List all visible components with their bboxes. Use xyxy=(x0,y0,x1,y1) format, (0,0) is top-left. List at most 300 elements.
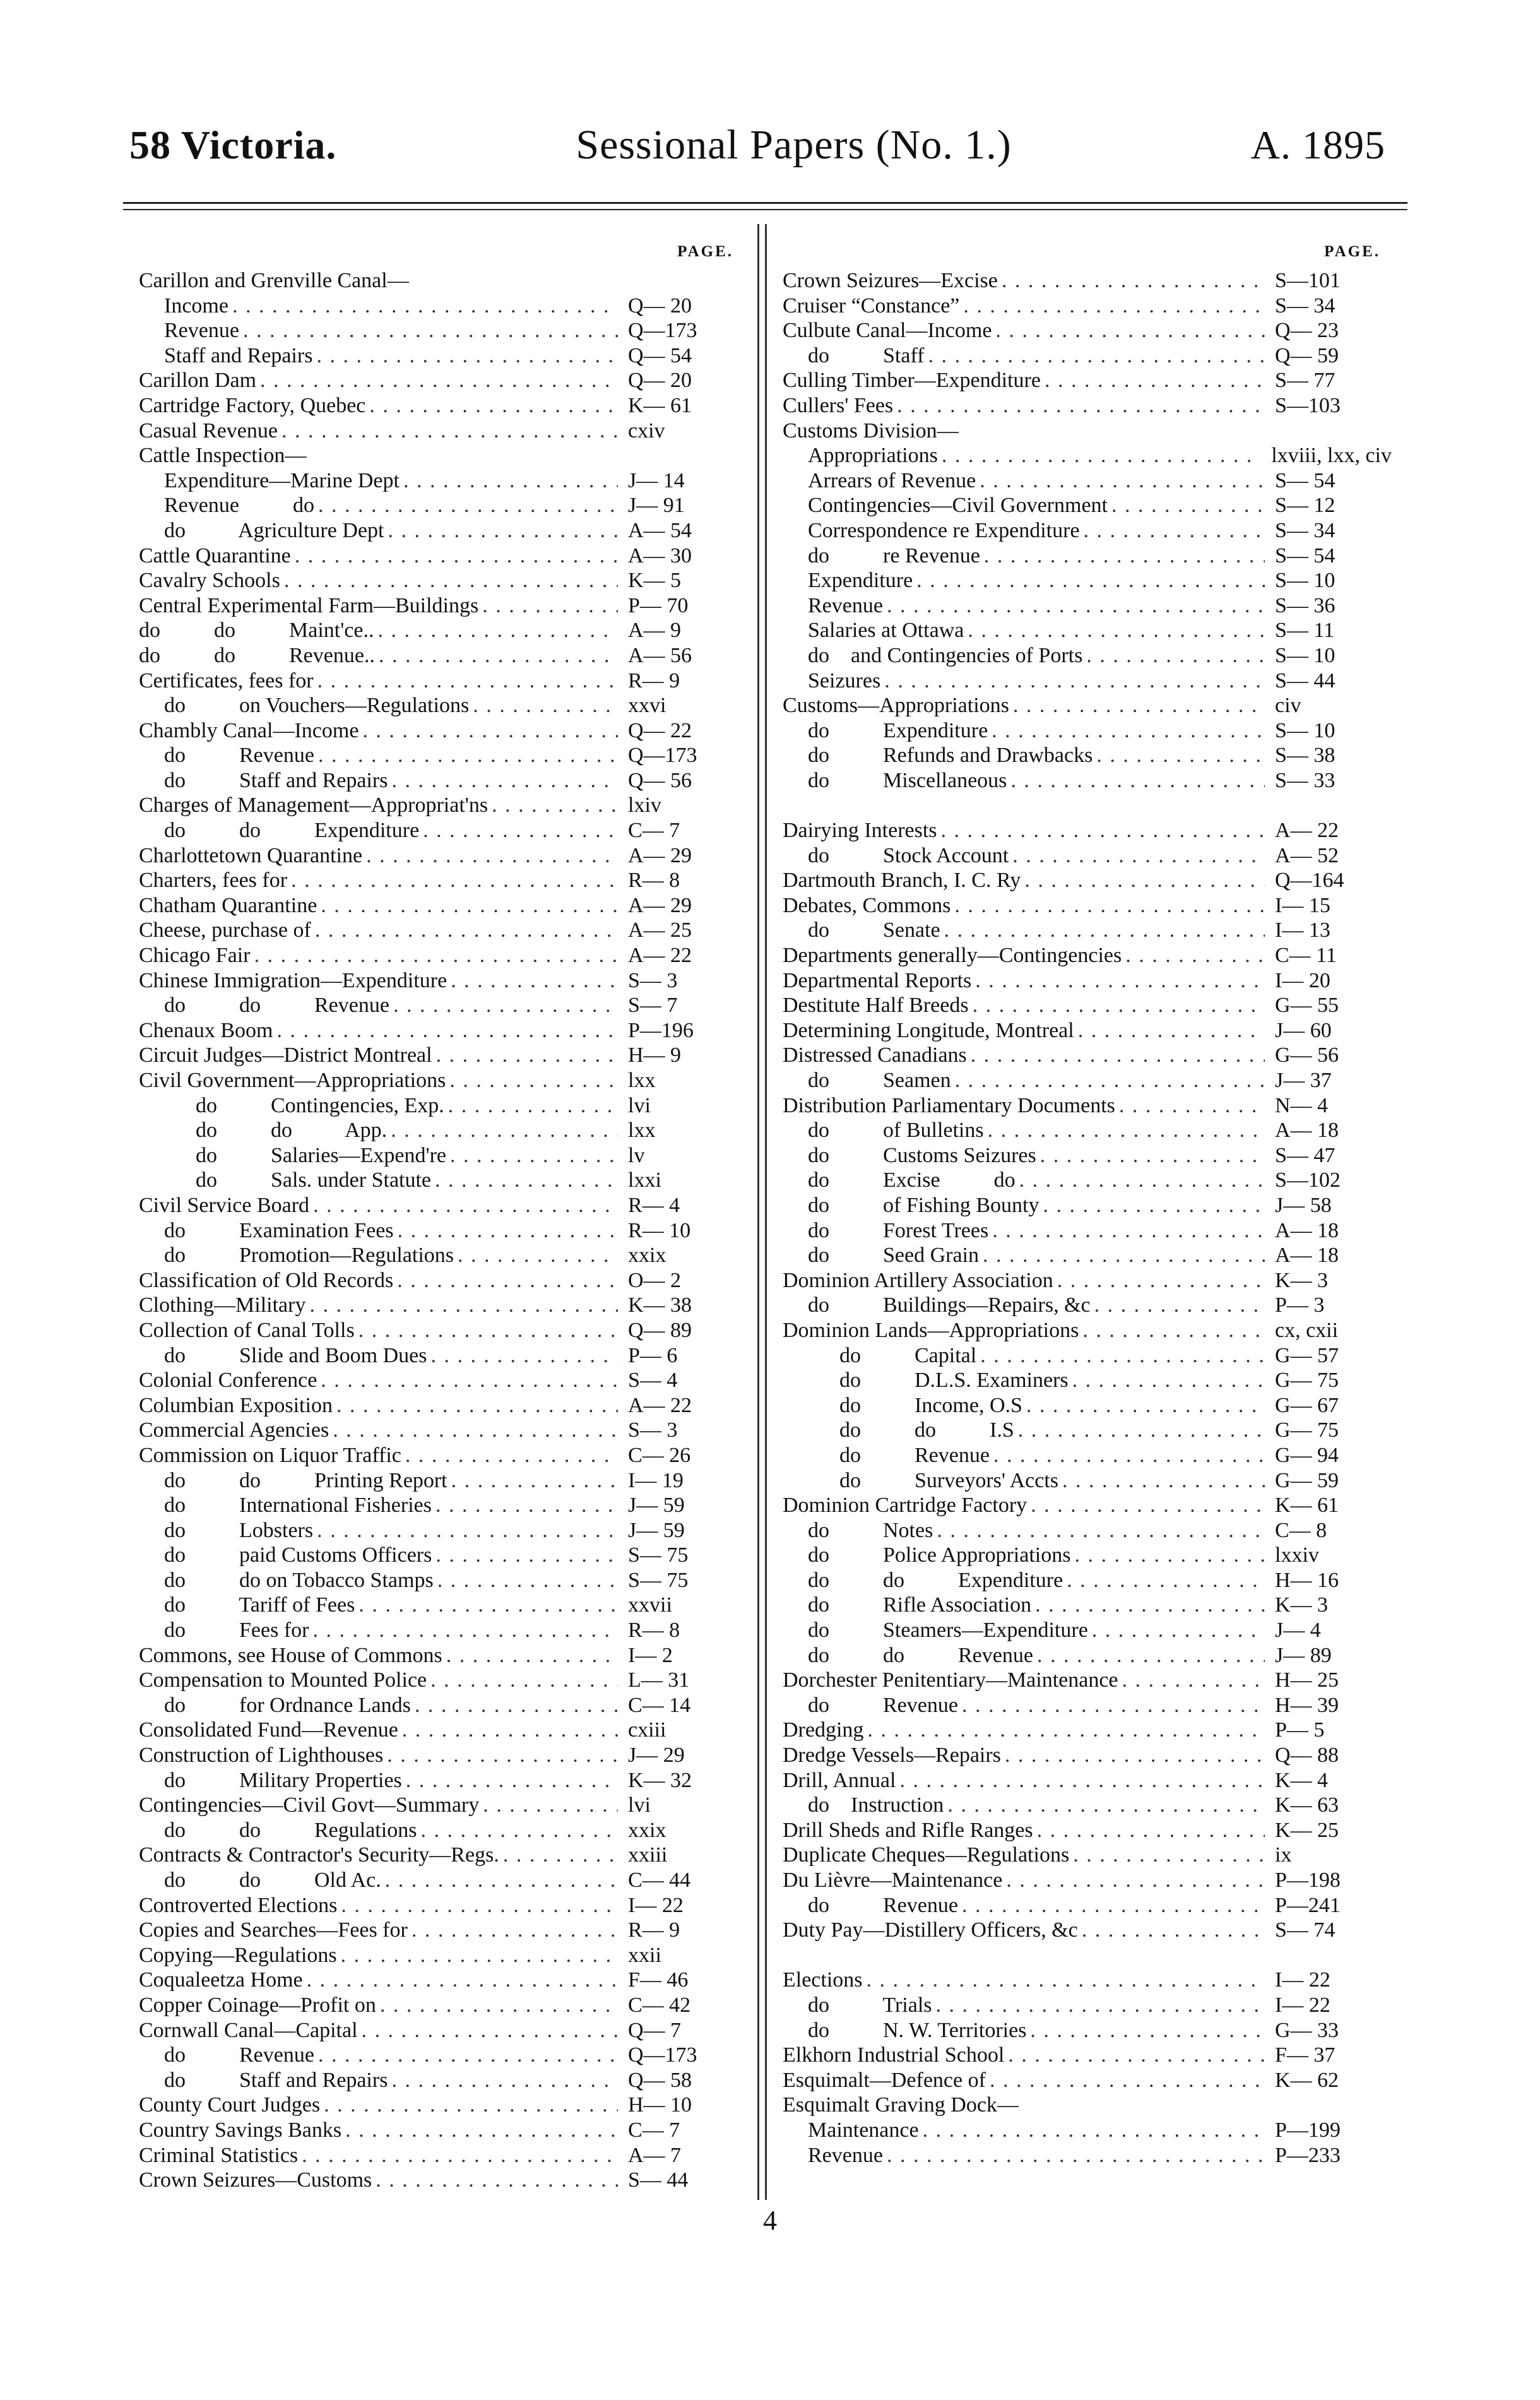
entry-title: do Customs Seizures xyxy=(808,1143,1036,1167)
entry-page-ref: K— 61 xyxy=(1275,1494,1339,1518)
dot-leader xyxy=(376,2168,618,2193)
index-entry xyxy=(783,468,1392,494)
dot-leader xyxy=(281,419,618,444)
index-entry xyxy=(783,1743,1392,1768)
dot-leader xyxy=(415,1693,618,1718)
index-entry xyxy=(139,1468,745,1494)
entry-page-ref: S— 11 xyxy=(1275,619,1335,643)
dot-leader xyxy=(341,1893,618,1918)
index-entry xyxy=(139,1593,745,1618)
entry-title: do Fees for xyxy=(164,1619,309,1643)
entry-title: do Stock Account xyxy=(808,843,1009,867)
index-entry xyxy=(139,1668,745,1693)
entry-title: Civil Service Board xyxy=(139,1193,310,1217)
entry-title: do Rifle Association xyxy=(808,1593,1032,1617)
entry-page-ref: G— 67 xyxy=(1275,1393,1339,1417)
dot-leader xyxy=(973,993,1265,1018)
entry-page-ref: S— 38 xyxy=(1275,744,1336,768)
index-entry xyxy=(783,918,1392,943)
index-entry xyxy=(783,1218,1392,1244)
index-entry xyxy=(783,1768,1392,1793)
dot-leader xyxy=(988,1118,1265,1143)
dot-leader xyxy=(492,793,618,818)
entry-title: do do Expenditure xyxy=(808,1568,1063,1592)
entry-title: Crown Seizures—Customs xyxy=(139,2168,372,2192)
entry-page-ref: S— 12 xyxy=(1275,494,1336,518)
index-entry xyxy=(139,518,745,544)
entry-page-ref: A— 29 xyxy=(628,843,692,867)
dot-leader xyxy=(1040,1143,1265,1168)
index-entry xyxy=(783,968,1392,994)
index-entry xyxy=(139,1943,745,1968)
index-list-left xyxy=(139,268,745,2193)
index-column-right xyxy=(783,243,1392,2168)
index-entry xyxy=(783,868,1392,893)
entry-title: Culbute Canal—Income xyxy=(783,319,992,343)
entry-title: Chambly Canal—Income xyxy=(139,718,359,742)
entry-page-ref: J— 37 xyxy=(1275,1069,1332,1092)
dot-leader xyxy=(1073,1843,1265,1868)
index-entry xyxy=(139,468,745,494)
index-entry xyxy=(139,393,745,419)
entry-title: Chenaux Boom xyxy=(139,1018,273,1042)
entry-title: Cattle Inspection— xyxy=(139,444,307,468)
entry-page-ref: H— 9 xyxy=(628,1043,682,1067)
entry-page-ref: Q— 88 xyxy=(1275,1744,1339,1767)
dot-leader xyxy=(398,1218,618,1244)
index-entry xyxy=(139,1043,745,1068)
entry-title: Commission on Liquor Traffic xyxy=(139,1443,401,1467)
entry-page-ref: K— 25 xyxy=(1275,1818,1339,1842)
entry-title: Distressed Canadians xyxy=(783,1043,967,1067)
entry-title: do on Vouchers—Regulations xyxy=(164,694,470,718)
dot-leader xyxy=(316,343,618,369)
index-entry xyxy=(139,1818,745,1843)
dot-leader xyxy=(321,1368,618,1393)
dot-leader xyxy=(1111,493,1265,518)
entry-page-ref: C— 14 xyxy=(628,1693,691,1717)
entry-title: do Senate xyxy=(808,918,940,942)
index-entry xyxy=(783,693,1392,718)
dot-leader xyxy=(867,1718,1265,1743)
entry-title: Copying—Regulations xyxy=(139,1943,337,1967)
index-entry xyxy=(783,1368,1392,1393)
entry-title: do Salaries—Expend're xyxy=(196,1143,447,1167)
dot-leader xyxy=(992,1218,1265,1244)
index-entry xyxy=(783,1618,1392,1643)
entry-title: Copies and Searches—Fees for xyxy=(139,1918,408,1942)
dot-leader xyxy=(955,1068,1265,1093)
entry-title: do do Revenue.. xyxy=(139,643,375,667)
dot-leader xyxy=(448,1093,618,1119)
entry-title: Cavalry Schools xyxy=(139,569,280,593)
index-entry xyxy=(139,1143,745,1168)
entry-title: Expenditure xyxy=(808,569,913,593)
dot-leader xyxy=(1037,1643,1265,1668)
entry-title: Customs—Appropriations xyxy=(783,694,1009,718)
index-entry xyxy=(139,268,745,294)
dot-leader xyxy=(897,393,1265,419)
dot-leader xyxy=(336,1393,618,1418)
entry-title: do Capital xyxy=(839,1343,977,1367)
dot-leader xyxy=(984,544,1265,569)
index-entry xyxy=(139,693,745,718)
dot-leader xyxy=(980,468,1265,494)
entry-title: Clothing—Military xyxy=(139,1293,306,1317)
dot-leader xyxy=(435,1543,618,1568)
entry-title: Revenue xyxy=(164,319,239,343)
entry-title: Drill Sheds and Rifle Ranges xyxy=(783,1818,1033,1842)
entry-title: Civil Government—Appropriations xyxy=(139,1069,446,1092)
entry-page-ref: G— 57 xyxy=(1275,1343,1339,1367)
index-entry xyxy=(139,668,745,694)
dot-leader xyxy=(867,1968,1265,1993)
index-entry xyxy=(783,318,1392,343)
entry-title: Dredge Vessels—Repairs xyxy=(783,1744,1001,1767)
entry-page-ref: Q— 56 xyxy=(628,768,692,792)
entry-title: Elections xyxy=(783,1968,863,1992)
entry-title: Maintenance xyxy=(808,2118,919,2142)
dot-leader xyxy=(1122,1668,1265,1693)
entry-title: Departments generally—Contingencies xyxy=(783,944,1122,968)
index-entry xyxy=(783,1818,1392,1843)
entry-title: do do App. xyxy=(196,1119,388,1143)
index-entry xyxy=(139,294,745,319)
dot-leader xyxy=(1096,743,1265,768)
index-entry xyxy=(783,1718,1392,1743)
index-entry xyxy=(139,1368,745,1393)
entry-title: Duty Pay—Distillery Officers, &c xyxy=(783,1918,1078,1942)
entry-page-ref: ix xyxy=(1275,1843,1292,1867)
index-list-right xyxy=(783,268,1392,2168)
dot-leader xyxy=(302,2143,618,2168)
entry-page-ref: H— 25 xyxy=(1275,1668,1339,1692)
entry-page-ref: S—103 xyxy=(1275,393,1341,417)
dot-leader xyxy=(295,544,618,569)
entry-title: do Slide and Boom Dues xyxy=(164,1343,427,1367)
dot-leader xyxy=(391,768,618,793)
entry-title: do Examination Fees xyxy=(164,1218,394,1242)
index-entry xyxy=(139,1643,745,1668)
dot-leader xyxy=(450,1143,618,1168)
index-entry xyxy=(139,768,745,793)
entry-page-ref: J— 59 xyxy=(628,1494,685,1518)
entry-page-ref: P—199 xyxy=(1275,2118,1341,2142)
dot-leader xyxy=(1035,1593,1265,1618)
entry-title: do Income, O.S xyxy=(839,1393,1022,1417)
entry-title: do Forest Trees xyxy=(808,1218,989,1242)
entry-title: Esquimalt—Defence of xyxy=(783,2068,986,2092)
dot-leader xyxy=(403,468,618,494)
entry-page-ref: G— 59 xyxy=(1275,1468,1339,1492)
index-entry xyxy=(783,1343,1392,1369)
entry-title: do do Revenue xyxy=(808,1643,1033,1667)
index-entry xyxy=(783,568,1392,593)
index-entry xyxy=(139,1318,745,1343)
dot-leader xyxy=(309,1293,618,1318)
entry-page-ref: Q— 54 xyxy=(628,343,692,367)
entry-title: do Promotion—Regulations xyxy=(164,1244,454,1268)
entry-page-ref: I— 22 xyxy=(1275,1993,1330,2017)
dot-leader xyxy=(483,1793,618,1818)
dot-leader xyxy=(936,1993,1265,2018)
dot-leader xyxy=(458,1243,618,1268)
entry-title: Du Lièvre—Maintenance xyxy=(783,1868,1003,1892)
entry-title: Copper Coinage—Profit on xyxy=(139,1993,376,2017)
entry-page-ref: Q—173 xyxy=(628,2043,697,2067)
entry-page-ref: civ xyxy=(1275,694,1301,718)
entry-page-ref: G— 56 xyxy=(1275,1043,1339,1067)
entry-page-ref: S—101 xyxy=(1275,269,1341,292)
dot-leader xyxy=(366,843,618,869)
entry-title: do Steamers—Expenditure xyxy=(808,1619,1088,1643)
entry-page-ref: K— 38 xyxy=(628,1293,692,1317)
dot-leader xyxy=(391,2068,618,2093)
entry-title: Carillon Dam xyxy=(139,369,257,393)
entry-page-ref: Q— 22 xyxy=(628,718,692,742)
index-entry xyxy=(783,893,1392,918)
index-entry xyxy=(139,1343,745,1369)
dot-leader xyxy=(1019,1168,1265,1193)
entry-page-ref: lxxiv xyxy=(1275,1543,1319,1567)
entry-page-ref: P— 3 xyxy=(1275,1293,1325,1317)
entry-title: Circuit Judges—District Montreal xyxy=(139,1043,432,1067)
dot-leader xyxy=(446,1643,618,1668)
entry-title: do paid Customs Officers xyxy=(164,1543,432,1567)
dot-leader xyxy=(1030,2018,1265,2043)
index-entry xyxy=(139,793,745,818)
entry-page-ref: F— 37 xyxy=(1275,2043,1336,2067)
entry-page-ref: xxix xyxy=(628,1818,666,1842)
entry-title: Commercial Agencies xyxy=(139,1418,329,1442)
dot-leader xyxy=(884,668,1265,694)
entry-title: Duplicate Cheques—Regulations xyxy=(783,1843,1070,1867)
entry-title: do Tariff of Fees xyxy=(164,1593,355,1617)
dot-leader xyxy=(405,1443,618,1468)
dot-leader xyxy=(1018,1418,1265,1443)
entry-page-ref: cx, cxii xyxy=(1275,1318,1339,1342)
index-entry xyxy=(139,943,745,968)
entry-page-ref: G— 75 xyxy=(1275,1369,1339,1393)
entry-page-ref: S— 7 xyxy=(628,994,678,1018)
index-entry xyxy=(783,1243,1392,1268)
dot-leader xyxy=(1072,1368,1265,1393)
dot-leader xyxy=(291,868,618,893)
dot-leader xyxy=(254,943,618,968)
index-entry xyxy=(139,1793,745,1818)
entry-title: Controverted Elections xyxy=(139,1893,338,1917)
dot-leader xyxy=(1008,2043,1265,2068)
dot-leader xyxy=(1005,1743,1265,1768)
entry-title: Appropriations xyxy=(808,444,938,468)
index-entry xyxy=(783,2143,1392,2168)
entry-page-ref: S— 47 xyxy=(1275,1143,1336,1167)
entry-page-ref: N— 4 xyxy=(1275,1093,1329,1117)
index-entry xyxy=(783,1318,1392,1343)
dot-leader xyxy=(449,1068,618,1093)
dot-leader xyxy=(307,1968,618,1993)
index-entry xyxy=(783,268,1392,294)
entry-title: do Miscellaneous xyxy=(808,768,1007,792)
entry-title: Salaries at Ottawa xyxy=(808,619,964,643)
entry-title: Columbian Exposition xyxy=(139,1393,333,1417)
entry-page-ref: A— 25 xyxy=(628,918,692,942)
index-entry xyxy=(139,893,745,918)
dot-leader xyxy=(284,568,618,593)
entry-page-ref: lvi xyxy=(628,1093,651,1117)
entry-page-ref: A— 22 xyxy=(1275,819,1339,843)
entry-page-ref: lxviii, lxx, civ xyxy=(1271,444,1392,468)
index-entry xyxy=(139,1968,745,1993)
dot-leader xyxy=(1057,1268,1265,1293)
index-entry xyxy=(139,2168,745,2193)
entry-title: Cornwall Canal—Capital xyxy=(139,2018,358,2042)
entry-title: Elkhorn Industrial School xyxy=(783,2043,1005,2067)
entry-page-ref: G— 75 xyxy=(1275,1418,1339,1442)
index-entry xyxy=(783,1893,1392,1918)
index-entry xyxy=(139,2068,745,2093)
index-entry xyxy=(783,593,1392,619)
index-entry xyxy=(139,1293,745,1318)
index-entry xyxy=(139,918,745,943)
page-column-label-left: PAGE. xyxy=(677,243,733,260)
dot-leader xyxy=(451,968,618,994)
entry-title: do Revenue xyxy=(808,1893,958,1917)
entry-title: do do Regulations xyxy=(164,1818,417,1842)
entry-page-ref: K— 4 xyxy=(1275,1768,1329,1792)
dot-leader xyxy=(380,1993,618,2018)
entry-page-ref: A— 30 xyxy=(628,544,692,567)
index-entry xyxy=(783,668,1392,694)
dot-leader xyxy=(1094,1293,1265,1318)
dot-leader xyxy=(482,593,618,619)
entry-page-ref: K— 62 xyxy=(1275,2068,1339,2092)
entry-page-ref: P— 70 xyxy=(628,593,689,617)
dot-leader xyxy=(954,893,1265,918)
dot-leader xyxy=(947,1793,1265,1818)
entry-page-ref: xxvi xyxy=(628,694,666,718)
index-entry xyxy=(139,1093,745,1119)
entry-page-ref: S—102 xyxy=(1275,1168,1341,1192)
entry-title: do Instruction xyxy=(808,1793,944,1817)
entry-page-ref: xxiii xyxy=(628,1843,668,1867)
entry-page-ref: J— 4 xyxy=(1275,1619,1321,1643)
entry-title: do Surveyors' Accts xyxy=(839,1468,1059,1492)
dot-leader xyxy=(1125,943,1265,968)
index-entry xyxy=(139,1393,745,1418)
dot-leader xyxy=(1082,1918,1265,1943)
entry-title: Chatham Quarantine xyxy=(139,893,317,917)
index-entry xyxy=(783,1268,1392,1293)
dot-leader xyxy=(1012,843,1265,869)
entry-page-ref: P—198 xyxy=(1275,1868,1341,1892)
dot-leader xyxy=(362,2018,618,2043)
entry-title: do Trials xyxy=(808,1993,932,2017)
dot-leader xyxy=(345,2118,618,2143)
entry-title: Construction of Lighthouses xyxy=(139,1744,384,1767)
index-entry xyxy=(783,393,1392,419)
entry-title: Expenditure—Marine Dept xyxy=(164,468,400,492)
index-entry xyxy=(139,2018,745,2043)
dot-leader xyxy=(430,1343,618,1369)
dot-leader xyxy=(436,1043,618,1068)
entry-title: County Court Judges xyxy=(139,2093,321,2117)
entry-page-ref: J— 14 xyxy=(628,468,685,492)
dot-leader xyxy=(1067,1568,1265,1593)
index-entry xyxy=(139,1193,745,1218)
entry-page-ref: F— 46 xyxy=(628,1968,689,1992)
header-rule-bottom xyxy=(123,209,1407,210)
index-entry xyxy=(783,1993,1392,2018)
entry-page-ref: J— 59 xyxy=(628,1518,685,1542)
index-entry xyxy=(783,2068,1392,2093)
entry-title: Coqualeetza Home xyxy=(139,1968,303,1992)
entry-page-ref: C— 26 xyxy=(628,1443,691,1467)
entry-title: Cattle Quarantine xyxy=(139,544,291,567)
index-entry xyxy=(139,718,745,744)
entry-page-ref: H— 16 xyxy=(1275,1568,1339,1592)
dot-leader xyxy=(420,1818,618,1843)
index-entry xyxy=(783,518,1392,544)
section-gap xyxy=(783,793,1392,818)
entry-title: Cartridge Factory, Quebec xyxy=(139,393,366,417)
entry-title: do do Maint'ce.. xyxy=(139,619,374,643)
entry-title: do of Bulletins xyxy=(808,1119,984,1143)
entry-page-ref: S— 10 xyxy=(1275,569,1336,593)
entry-title: Cruiser “Constance” xyxy=(783,294,960,318)
index-entry xyxy=(139,1443,745,1468)
entry-title: Determining Longitude, Montreal xyxy=(783,1018,1074,1042)
dot-leader xyxy=(362,718,618,744)
dot-leader xyxy=(942,443,1261,468)
entry-page-ref: C— 7 xyxy=(628,2118,680,2142)
dot-leader xyxy=(397,1268,618,1293)
entry-page-ref: K— 3 xyxy=(1275,1268,1329,1292)
entry-title: do and Contingencies of Ports xyxy=(808,643,1083,667)
entry-title: do do Old Ac. xyxy=(164,1868,381,1892)
dot-leader xyxy=(916,568,1265,593)
index-entry xyxy=(139,1893,745,1918)
entry-page-ref: S— 10 xyxy=(1275,643,1336,667)
entry-page-ref: J— 89 xyxy=(1275,1643,1332,1667)
entry-page-ref: A— 7 xyxy=(628,2143,682,2167)
index-entry xyxy=(783,1193,1392,1218)
index-entry xyxy=(783,1568,1392,1593)
index-entry xyxy=(783,1418,1392,1443)
dot-leader xyxy=(358,1593,618,1618)
entry-title: do Notes xyxy=(808,1518,933,1542)
entry-page-ref: cxiv xyxy=(628,419,665,443)
entry-title: do Military Properties xyxy=(164,1768,402,1792)
index-entry xyxy=(783,943,1392,968)
dot-leader xyxy=(385,1868,618,1893)
dot-leader xyxy=(990,2068,1265,2093)
year-label: A. 1895 xyxy=(1250,122,1385,167)
dot-leader xyxy=(1086,643,1265,668)
index-entry xyxy=(783,1968,1392,1993)
dot-leader xyxy=(992,718,1265,744)
index-entry xyxy=(783,1068,1392,1093)
entry-page-ref: I— 20 xyxy=(1275,968,1330,992)
page-header xyxy=(129,120,1385,170)
entry-title: Customs Division— xyxy=(783,419,959,443)
entry-title: Revenue do xyxy=(164,494,314,518)
entry-page-ref: lxx xyxy=(628,1069,656,1092)
entry-page-ref: Q—173 xyxy=(628,319,697,343)
dot-leader xyxy=(435,1493,618,1518)
entry-title: do Lobsters xyxy=(164,1518,314,1542)
column-divider-left xyxy=(757,224,759,2200)
